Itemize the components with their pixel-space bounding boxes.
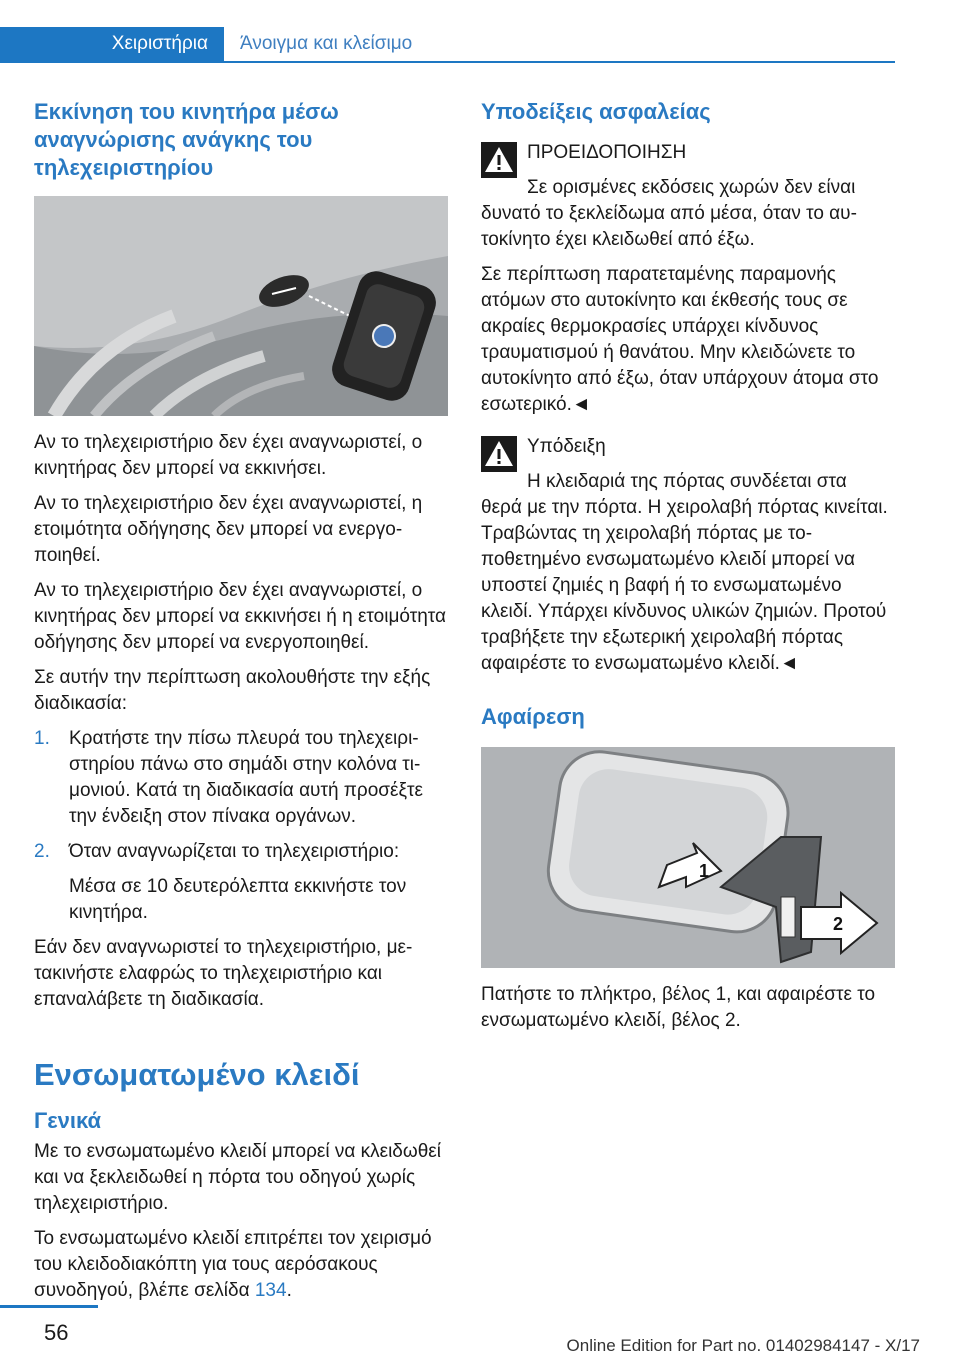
paragraph-6: Με το ενσωματωμένο κλειδί μπορεί να κλειδωθεί και να ξεκλειδωθεί η πόρτα του οδηγού χωρίς τηλεχειριστήριο. [34,1141,441,1214]
footer-divider [0,1305,98,1308]
step-number: 1. [34,728,50,749]
photo-steering-column-key [34,196,448,416]
paragraph-3: Αν το τηλεχειριστήριο δεν έχει αναγνωριστεί, ο κινητήρας δεν μπορεί να εκκινήσει ή η ετοιμότητα οδήγησης δεν μπορεί να ενεργοποιηθεί. [34,580,446,653]
section-title-integrated-key: Ενσωματωμένο κλειδί [34,1057,360,1092]
warning-first-line: Σε ορισμένες εκδόσεις χωρών δεν είναι [527,177,856,198]
paragraph-7-text: Το ενσωματωμένο κλειδί επιτρέπει τον χειρισμό του κλειδοδιακόπτη για τους αερόσακους συνοδηγού, βλέπε σελίδα [34,1228,432,1301]
paragraph-2: Αν το τηλεχειριστήριο δεν έχει αναγνωριστεί, η ετοιμότητα οδήγησης δεν μπορεί να ενεργοποιηθεί. [34,493,423,566]
notice-block [481,434,895,677]
step-subtext: Μέσα σε 10 δευτερόλεπτα εκκινήστε τον κινητήρα. [69,876,407,923]
left-column [34,98,448,1313]
paragraph-4: Σε αυτήν την περίπτωση ακολουθήστε την εξής διαδικασία: [34,667,431,714]
arrow-1-label: 1 [699,861,710,881]
step-1 [34,726,448,830]
warning-text [481,175,895,253]
notice-first-line: Η κλειδαριά της πόρτας συνδέεται στα [527,471,847,492]
paragraph-1: Αν το τηλεχειριστήριο δεν έχει αναγνωριστεί, ο κινητήρας δεν μπορεί να εκκινήσει. [34,432,423,479]
notice-text [481,469,895,677]
caution-triangle-icon [481,436,517,472]
notice-rest: θερά με την πόρτα. Η χειρολαβή πόρτας κινείται. Τραβώντας τη χειρολαβή πόρτας με τοποθετημένο ενσωματωμένο κλειδί μπορεί να υποστεί ζημιές η βαφή ή το ενσωματωμένο κλειδί. Υπάρχει κίνδυνος υλικών ζημιών. Προτού τραβήξετε την εξωτερική χειρολαβή πόρτας αφαιρέστε το ενσωματωμένο κλειδί.◄ [481,497,888,674]
heading-engine-start: Εκκίνηση του κινητήρα μέσω αναγνώρισης ανάγκης του τηλεχειριστηρίου [34,99,339,180]
page-link-134[interactable]: 134 [254,1280,287,1301]
paragraph-5: Εάν δεν αναγνωριστεί το τηλεχειριστήριο, μετακινήστε ελαφρώς το τηλεχειριστήριο και επαναλάβετε τη διαδικασία. [34,937,413,1010]
paragraph-7 [34,1226,448,1304]
step-text: Όταν αναγνωρίζεται το τηλεχειριστήριο: [69,841,400,862]
procedure-steps [34,726,448,926]
right-column [481,98,895,1043]
tab-opening-closing[interactable]: Άνοιγμα και κλείσιμο [240,33,413,54]
heading-removal: Αφαίρεση [481,704,585,729]
page-number: 56 [44,1320,69,1345]
step-2 [34,839,448,926]
warning-triangle-icon [481,142,517,178]
warning-title: ΠΡΟΕΙΔΟΠΟΙΗΣΗ [527,142,687,163]
arrow-2-label: 2 [833,914,844,934]
step-number: 2. [34,841,50,862]
step-text: Κρατήστε την πίσω πλευρά του τηλεχειριστηρίου πάνω στο σημάδι στην κολόνα τιμονιού. Κατά τη διαδικασία αυτή προσέξτε την ένδειξη στον πίνακα οργάνων. [69,728,423,827]
tab-controls[interactable]: Χειριστήρια [0,27,224,61]
notice-title: Υπόδειξη [527,436,606,457]
subtitle-general: Γενικά [34,1108,102,1133]
paragraph-7-end: . [286,1280,292,1301]
warning-rest: δυνατό το ξεκλείδωμα από μέσα, όταν το αυτοκίνητο έχει κλειδωθεί από έξω. [481,203,857,250]
removal-text: Πατήστε το πλήκτρο, βέλος 1, και αφαιρέστε το ενσωματωμένο κλειδί, βέλος 2. [481,984,876,1031]
footer-edition: Online Edition for Part no. 01402984147 - X/17 [566,1336,920,1355]
warning-block [481,140,895,418]
heading-safety-notes: Υποδείξεις ασφαλείας [481,99,711,124]
photo-key-removal [481,747,895,968]
warning-paragraph-2: Σε περίπτωση παρατεταμένης παραμονής ατόμων στο αυτοκίνητο και έκθεσής τους σε ακραίες θερμοκρασίες υπάρχει κίνδυνος τραυματισμού ή θανάτου. Μην κλειδώνετε το αυτοκίνητο από έξω, όταν υπάρχουν άτομα στο εσωτερικό.◄ [481,264,879,415]
